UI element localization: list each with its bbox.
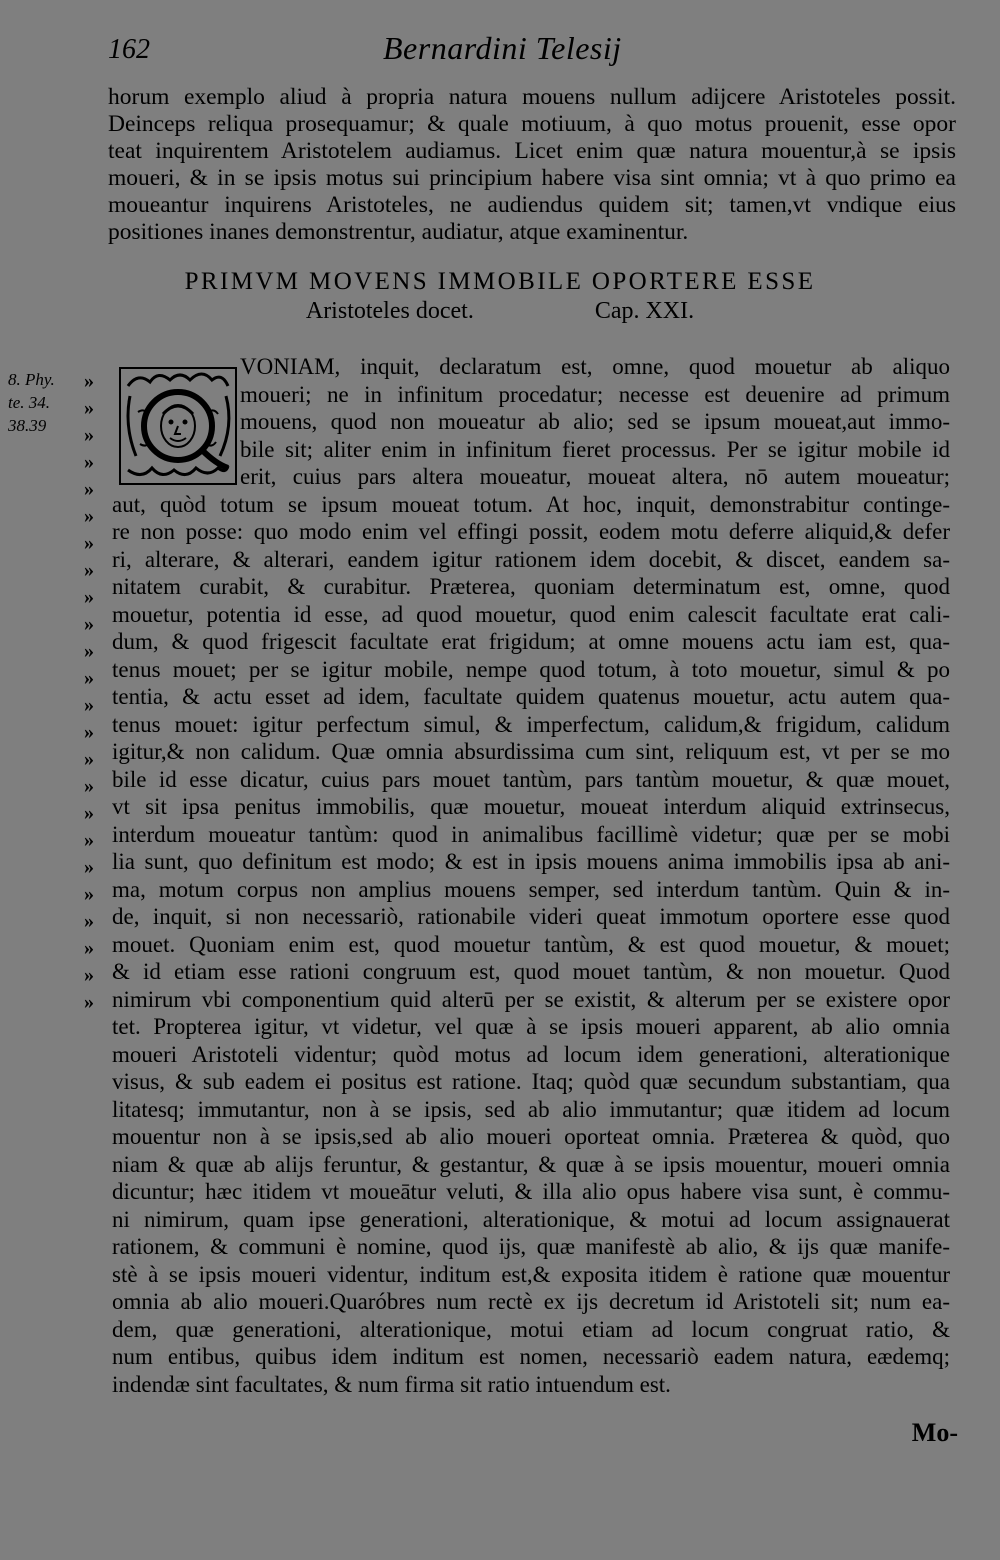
- quotation-mark: »: [84, 640, 94, 662]
- text-line: ri, alterare, & alterari, eandem igitur rationem idem docebit, & discet, eandem sa-: [112, 546, 950, 572]
- quotation-mark: »: [84, 964, 94, 986]
- text-line: positiones inanes demonstrentur, audiatur, atque examinentur.: [108, 219, 689, 245]
- text-line: mouet. Quoniam enim est, quod mouetur tantùm, & est quod mouetur, & mouet;: [112, 931, 950, 957]
- quotation-mark: »: [84, 586, 94, 608]
- quotation-mark: »: [84, 613, 94, 635]
- text-line: bile id esse dicatur, cuius pars mouet tantùm, pars tantùm mouetur, & quæ mouet,: [112, 766, 950, 792]
- quotation-mark: »: [84, 478, 94, 500]
- text-line: litatesq; immutantur, non à se ipsis, sed ab alio immutantur; quæ itidem ad locum: [112, 1096, 950, 1122]
- text-line: teat inquirentem Aristotelem audiamus. Licet enim quæ natura mouentur,à se ipsis: [108, 138, 956, 164]
- text-line: moueri, & in se ipsis motus sui principium habere visa sint omnia; vt à quo primo ea: [108, 165, 956, 191]
- text-line: num entibus, quibus idem inditum est nomen, necessariò eadem natura, eædemq;: [112, 1344, 950, 1369]
- running-title: Bernardini Telesij: [383, 30, 622, 66]
- page-header: [108, 30, 958, 74]
- text-line: erit, cuius pars altera moueatur, moueat altera, nō autem moueatur;: [240, 464, 950, 489]
- text-line: dicuntur; hæc itidem vt moueātur veluti, & illa alio opus habere visa sunt, è commu-: [112, 1179, 950, 1204]
- text-line: tentia, & actu esset ad idem, facultate quidem quatenus mouetur, actu autem qua-: [112, 684, 950, 709]
- quotation-mark: »: [84, 559, 94, 581]
- quotation-mark: »: [84, 370, 94, 392]
- text-line: aut, quòd totum se ipsum moueat totum. At hoc, inquit, demonstrabitur continge-: [112, 491, 950, 517]
- text-line: mouetur, potentia id esse, ad quod mouetur, quod enim calescit facultate erat cali-: [112, 601, 950, 627]
- quotation-mark: »: [84, 694, 94, 716]
- quotation-mark: »: [84, 424, 94, 446]
- marginal-reference: [8, 368, 78, 437]
- quotation-mark: »: [84, 883, 94, 905]
- quotation-mark: »: [84, 991, 94, 1013]
- text-line: moueantur inquirens Aristoteles, ne audiendus quidem sit; tamen,vt vndique eius: [108, 192, 956, 218]
- catchword: Mo-: [911, 1418, 958, 1447]
- text-line: indendæ sint facultates, & num firma sit ratio intuendum est.: [112, 1371, 671, 1397]
- text-line: rationem, & communi è nomine, quod ijs, quæ manifestè ab alio, & ijs quæ manife-: [112, 1234, 950, 1259]
- text-line: tet. Propterea igitur, vt videtur, vel quæ à se ipsis moueri apparent, ab alio omnia: [112, 1014, 950, 1039]
- quotation-mark: »: [84, 667, 94, 689]
- quotation-mark: »: [84, 856, 94, 878]
- quotation-mark: »: [84, 910, 94, 932]
- text-line: nimirum vbi componentium quid alterū per se existit, & alterum per se existere opor: [112, 986, 950, 1012]
- quotation-mark: »: [84, 829, 94, 851]
- text-line: visus, & sub eadem ei positus est ratione. Itaq; quòd quæ secundum substantiam, qua: [112, 1069, 950, 1094]
- quotation-mark: »: [84, 775, 94, 797]
- intro-paragraph: [108, 84, 956, 246]
- text-line: horum exemplo aliud à propria natura mouens nullum adijcere Aristoteles possit.: [108, 84, 956, 110]
- marginal-reference-line: 38.39: [8, 416, 47, 435]
- text-line: omnia ab alio moueri.Quaróbres num rectè ex ijs decretum id Aristoteli sit; num ea-: [112, 1289, 950, 1314]
- marginal-reference-line: 8. Phy.: [8, 370, 55, 389]
- text-line: vt sit ipsa penitus immobilis, quæ mouetur, moueat interdum aliquid extrinsecus,: [112, 794, 950, 819]
- chapter-subtitle: Aristoteles docet.: [305, 298, 474, 324]
- text-line: igitur,& non calidum. Quæ omnia absurdissima cum sint, reliquum est, vt per se mo: [112, 739, 950, 764]
- chapter-number: Cap. XXI.: [594, 298, 695, 324]
- text-line: ni nimirum, quam ipse generationi, alterationique, & motui ad locum assignauerat: [112, 1206, 950, 1232]
- marginal-reference-line: te. 34.: [8, 393, 51, 412]
- quotation-mark: »: [84, 802, 94, 824]
- quotation-mark: »: [84, 748, 94, 770]
- text-line: nitatem curabit, & curabitur. Præterea, quoniam determinatum est, omne, quod: [112, 574, 950, 599]
- quotation-mark: »: [84, 721, 94, 743]
- text-line: stè à se ipsis moueri videntur, inditum est,& exposita itidem è ratione quæ mouentur: [112, 1261, 950, 1287]
- text-line: dum, & quod frigescit facultate erat frigidum; at omne mouens actu iam est, qua-: [112, 629, 950, 654]
- text-line: moueri; ne in infinitum procedatur; necesse est deuenire ad primum: [240, 381, 950, 407]
- text-line: tenus mouet: igitur perfectum simul, & imperfectum, calidum,& frigidum, calidum: [112, 711, 950, 737]
- text-line: moueri Aristoteli videntur; quòd motus ad locum idem generationi, alterationique: [112, 1041, 950, 1067]
- page-number: 162: [108, 34, 150, 65]
- chapter-subheading: [0, 298, 1000, 325]
- text-line: dem, quæ generationi, alterationique, motui etiam ad locum congruat ratio, &: [112, 1316, 950, 1342]
- text-line: & id etiam esse rationi congruum est, quod mouet tantùm, & non mouetur. Quod: [112, 959, 950, 984]
- quotation-marks-column: [84, 368, 110, 1016]
- quotation-mark: »: [84, 937, 94, 959]
- text-line: lia sunt, quo definitum est modo; & est in ipsis mouens anima immobilis ipsa ab ani-: [112, 849, 950, 874]
- chapter-body: [112, 353, 950, 1398]
- text-line: niam & quæ ab alijs feruntur, & gestantur, & quæ à se ipsis mouentur, moueri omnia: [112, 1151, 950, 1177]
- text-line: VONIAM, inquit, declaratum est, omne, quod mouetur ab aliquo: [240, 354, 950, 379]
- chapter-heading: PRIMVM MOVENS IMMOBILE OPORTERE ESSE: [184, 268, 816, 295]
- text-line: mouentur non à se ipsis,sed ab alio moueri oporteat omnia. Præterea & quòd, quo: [112, 1124, 950, 1149]
- text-line: mouens, quod non moueatur ab alio; sed se ipsum moueat,aut immo-: [240, 409, 950, 434]
- text-line: ma, motum corpus non amplius mouens semper, sed interdum tantùm. Quin & in-: [112, 876, 950, 902]
- text-line: re non posse: quo modo enim vel effingi possit, eodem motu deferre aliquid,& defer: [112, 519, 950, 544]
- quotation-mark: »: [84, 451, 94, 473]
- text-line: interdum moueatur tantùm: quod in animalibus facillimè videtur; quæ per se mobi: [112, 821, 950, 847]
- quotation-mark: »: [84, 505, 94, 527]
- quotation-mark: »: [84, 397, 94, 419]
- text-line: bile sit; aliter enim in infinitum fieret processus. Per se igitur mobile id: [240, 436, 950, 462]
- text-line: de, inquit, si non necessariò, rationabile videri queat immotum oportere esse quod: [112, 904, 950, 929]
- text-line: Deinceps reliqua prosequamur; & quale motiuum, à quo motus prouenit, esse opor: [108, 111, 956, 137]
- text-line: tenus mouet; per se igitur mobile, nempe quod totum, à toto mouetur, simul & po: [112, 656, 950, 682]
- quotation-mark: »: [84, 532, 94, 554]
